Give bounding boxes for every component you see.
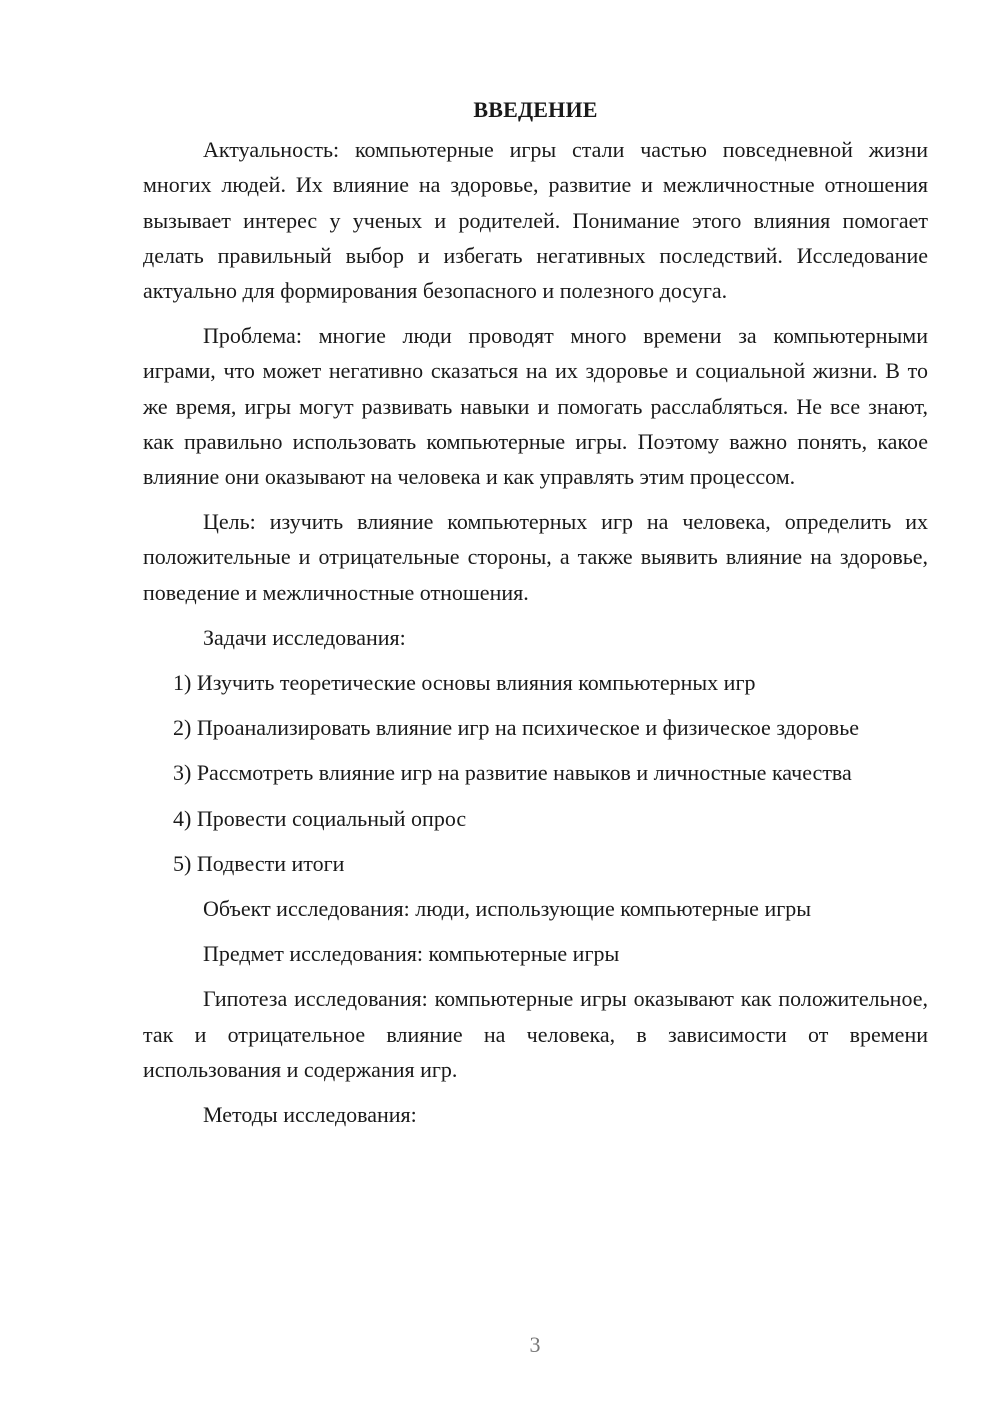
page-content xyxy=(143,92,928,1142)
methods-heading: Методы исследования: xyxy=(203,1102,417,1128)
task-item-5: 5) Подвести итоги xyxy=(173,850,345,876)
tasks-heading: Задачи исследования: xyxy=(203,624,406,650)
relevance-paragraph: Актуальность: компьютерные игры стали частью повседневной жизни многих людей. Их влияние на здоровье, развитие и межличностные отношения вызывает интерес у ученых и родителей. Понимание этого влияния помогает делать правильный выбор и избегать негативных последствий. Исследование актуально для формирования безопасного и полезного досуга. xyxy=(143,137,928,304)
page-number: 3 xyxy=(529,1332,541,1357)
goal-paragraph: Цель: изучить влияние компьютерных игр на человека, определить их положительные и отрицательные стороны, а также выявить влияние на здоровье, поведение и межличностные отношения. xyxy=(143,509,928,605)
task-item-4: 4) Провести социальный опрос xyxy=(173,805,467,831)
task-item-1: 1) Изучить теоретические основы влияния компьютерных игр xyxy=(173,670,756,696)
page-title: ВВЕДЕНИЕ xyxy=(473,97,598,122)
task-item-2: 2) Проанализировать влияние игр на психическое и физическое здоровье xyxy=(173,715,859,741)
object-paragraph: Объект исследования: люди, использующие компьютерные игры xyxy=(203,896,812,922)
hypothesis-paragraph: Гипотеза исследования: компьютерные игры оказывают как положительное, так и отрицательное влияние на человека, в зависимости от времени использования и содержания игр. xyxy=(143,986,928,1082)
subject-paragraph: Предмет исследования: компьютерные игры xyxy=(203,941,620,967)
task-item-3: 3) Рассмотреть влияние игр на развитие навыков и личностные качества xyxy=(173,760,852,786)
problem-paragraph: Проблема: многие люди проводят много времени за компьютерными играми, что может негативно сказаться на их здоровье и социальной жизни. В то же время, игры могут развивать навыки и помогать расслабляться. Не все знают, как правильно использовать компьютерные игры. Поэтому важно понять, какое влияние они оказывают на человека и как управлять этим процессом. xyxy=(143,323,928,490)
